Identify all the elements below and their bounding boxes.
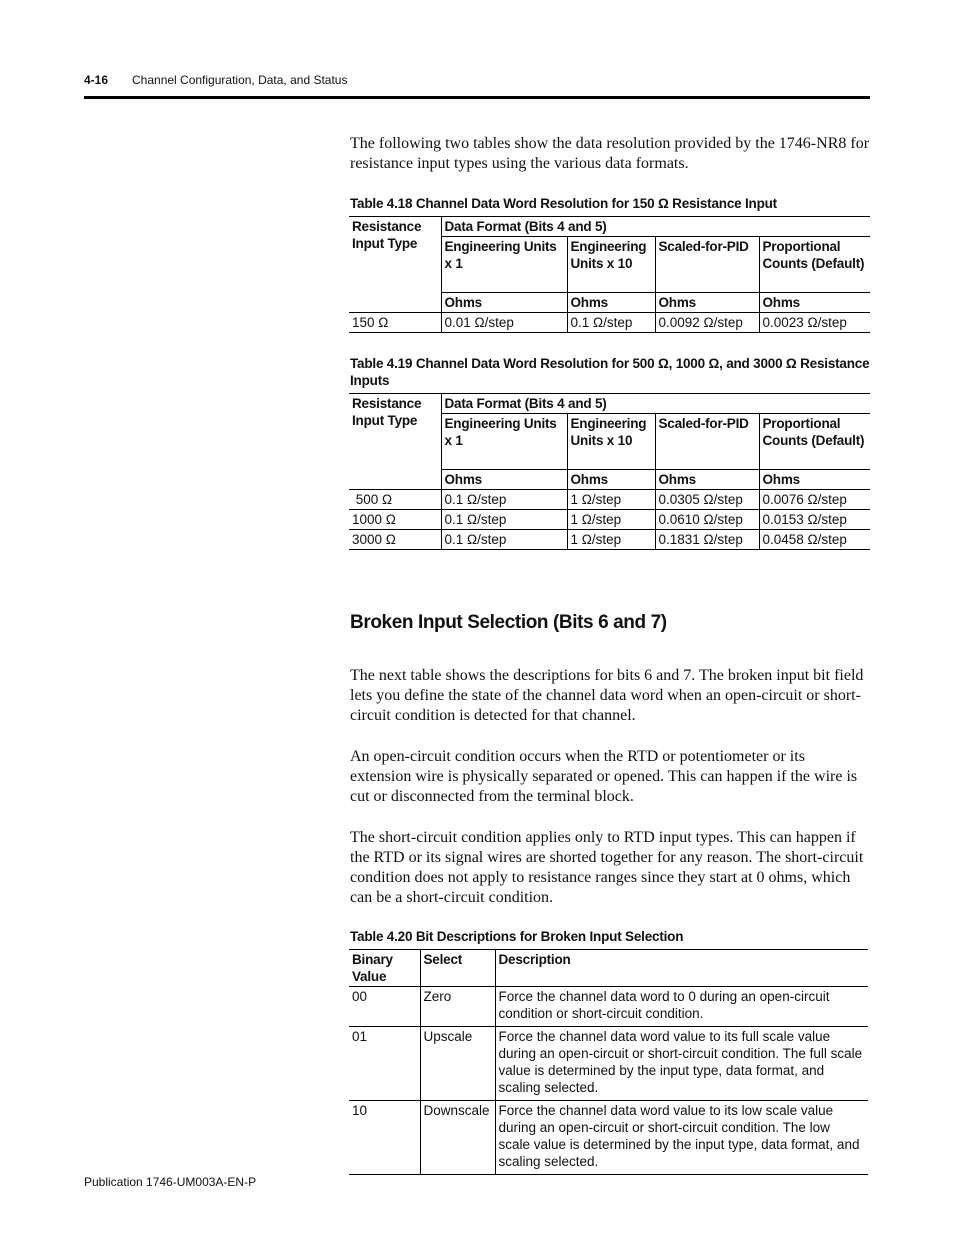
col-resistance-input-type: Resistance Input Type — [352, 219, 422, 251]
col-scaled-for-pid: Scaled-for-PID — [655, 237, 759, 293]
table-cell: 0.0023 Ω/step — [759, 313, 870, 333]
page-number: 4-16 — [84, 73, 109, 87]
unit-label: Ohms — [655, 470, 759, 490]
col-proportional-counts: Proportional Counts (Default) — [759, 237, 870, 293]
table-row — [349, 1027, 868, 1101]
table-cell: 0.0305 Ω/step — [655, 490, 759, 510]
table-cell: 1 Ω/step — [567, 530, 655, 550]
table-row — [349, 530, 870, 550]
table-cell: 00 — [352, 989, 368, 1004]
col-eng-units-x1: Engineering Units x 1 — [441, 414, 567, 470]
table-cell: 0.0610 Ω/step — [655, 510, 759, 530]
table-cell: 0.1 Ω/step — [441, 530, 567, 550]
unit-label: Ohms — [441, 293, 567, 313]
unit-label: Ohms — [759, 470, 870, 490]
col-eng-units-x10: Engineering Units x 10 — [567, 237, 655, 293]
table-cell: Force the channel data word to 0 during an open-circuit condition or short-circuit condition. — [495, 987, 868, 1027]
col-scaled-for-pid: Scaled-for-PID — [655, 414, 759, 470]
table-cell: 1000 Ω — [352, 512, 396, 527]
table-4-20 — [349, 949, 868, 1175]
table-row — [349, 510, 870, 530]
col-description: Description — [495, 950, 868, 987]
section-title: Channel Configuration, Data, and Status — [132, 73, 348, 87]
paragraph-open-circuit: An open-circuit condition occurs when the RTD or potentiometer or its extension wire is physically separated or opened. This can happen if the wire is cut or disconnected from the terminal block. — [350, 748, 858, 805]
col-resistance-input-type: Resistance Input Type — [352, 396, 422, 428]
table-row — [349, 987, 868, 1027]
table-cell: Zero — [420, 987, 495, 1027]
table-cell: 0.01 Ω/step — [441, 313, 567, 333]
intro-paragraph: The following two tables show the data resolution provided by the 1746-NR8 for resistance input types using the various data formats. — [350, 135, 870, 172]
table-cell: 1 Ω/step — [567, 510, 655, 530]
table-cell: 0.0092 Ω/step — [655, 313, 759, 333]
col-select: Select — [420, 950, 495, 987]
paragraph-broken-input-intro: The next table shows the descriptions for bits 6 and 7. The broken input bit field lets you define the state of the channel data word when an open-circuit or short-circuit condition is detected for that channel. — [350, 667, 864, 724]
table-cell: 10 — [352, 1103, 368, 1118]
table-cell: 150 Ω — [352, 315, 389, 330]
table-cell: 0.0076 Ω/step — [759, 490, 870, 510]
table-cell: 1 Ω/step — [567, 490, 655, 510]
table-4-20-caption: Table 4.20 Bit Descriptions for Broken Input Selection — [350, 929, 684, 944]
table-4-18 — [349, 216, 870, 333]
table-4-19-caption: Table 4.19 Channel Data Word Resolution for 500 Ω, 1000 Ω, and 3000 Ω Resistance Inputs — [350, 356, 870, 388]
paragraph-short-circuit: The short-circuit condition applies only to RTD input types. This can happen if the RTD or its signal wires are shorted together for any reason. The short-circuit condition does not apply to resistance ranges since they start at 0 ohms, which can be a short-circuit condition. — [350, 829, 864, 906]
unit-label: Ohms — [441, 470, 567, 490]
table-cell: Upscale — [420, 1027, 495, 1101]
table-row — [349, 1101, 868, 1175]
col-binary-value: Binary Value — [352, 952, 393, 984]
table-cell: Downscale — [420, 1101, 495, 1175]
table-4-18-caption: Table 4.18 Channel Data Word Resolution for 150 Ω Resistance Input — [350, 196, 777, 211]
table-cell: 0.1 Ω/step — [441, 490, 567, 510]
table-cell: 3000 Ω — [352, 532, 396, 547]
col-data-format: Data Format (Bits 4 and 5) — [441, 394, 870, 414]
table-4-19 — [349, 393, 870, 550]
table-cell: Force the channel data word value to its low scale value during an open-circuit or short-circuit condition. The low scale value is determined by the input type, data format, and scaling selected. — [495, 1101, 868, 1175]
table-cell: 0.1 Ω/step — [567, 313, 655, 333]
unit-label: Ohms — [759, 293, 870, 313]
col-eng-units-x1: Engineering Units x 1 — [441, 237, 567, 293]
table-cell: 0.0458 Ω/step — [759, 530, 870, 550]
table-cell: Force the channel data word value to its full scale value during an open-circuit or short-circuit condition. The full scale value is determined by the input type, data format, and scaling selected. — [495, 1027, 868, 1101]
unit-label: Ohms — [567, 470, 655, 490]
unit-label: Ohms — [567, 293, 655, 313]
table-cell: 500 Ω — [352, 492, 393, 507]
table-row — [349, 490, 870, 510]
header-rule — [84, 96, 870, 99]
table-cell: 0.1831 Ω/step — [655, 530, 759, 550]
publication-footer: Publication 1746-UM003A-EN-P — [84, 1175, 257, 1189]
table-cell: 01 — [352, 1029, 368, 1044]
col-proportional-counts: Proportional Counts (Default) — [759, 414, 870, 470]
col-data-format: Data Format (Bits 4 and 5) — [441, 217, 870, 237]
table-cell: 0.1 Ω/step — [441, 510, 567, 530]
table-row — [349, 313, 870, 333]
table-cell: 0.0153 Ω/step — [759, 510, 870, 530]
section-heading: Broken Input Selection (Bits 6 and 7) — [350, 612, 667, 633]
unit-label: Ohms — [655, 293, 759, 313]
col-eng-units-x10: Engineering Units x 10 — [567, 414, 655, 470]
